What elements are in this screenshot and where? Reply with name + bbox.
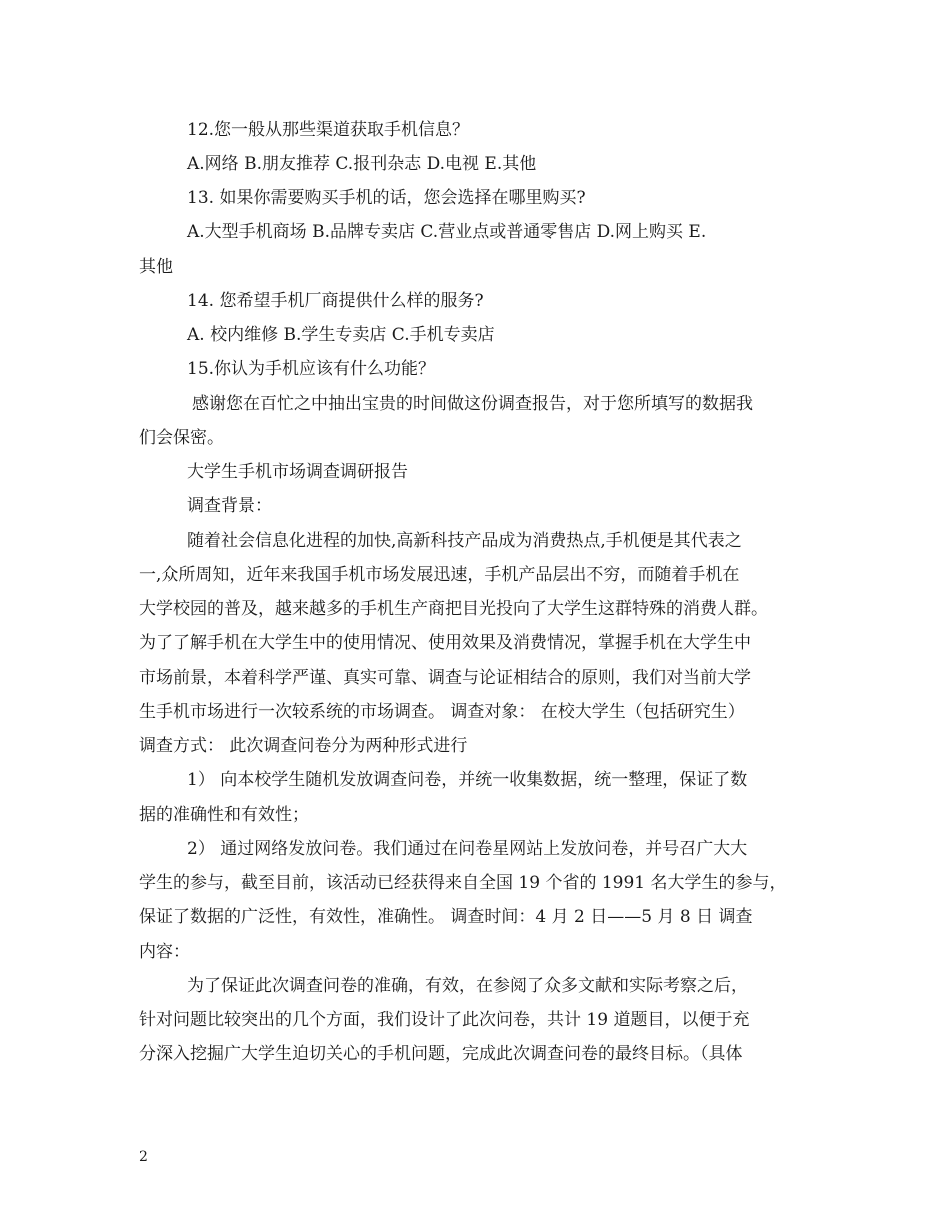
question-13-options-cont: 其他 xyxy=(139,257,173,277)
section-heading-background: 调查背景： xyxy=(187,496,272,516)
paragraph-line: 市场前景，本着科学严谨、真实可靠、调查与论证相结合的原则，我们对当前大学 xyxy=(139,668,751,688)
method-item-2-cont: 内容： xyxy=(139,942,190,962)
paragraph-line: 针对问题比较突出的几个方面，我们设计了此次问卷，共计 19 道题目，以便于充 xyxy=(139,1010,750,1030)
question-15: 15.你认为手机应该有什么功能？ xyxy=(187,359,436,379)
report-title: 大学生手机市场调查调研报告 xyxy=(187,462,408,482)
paragraph-line: 调查方式： 此次调查问卷分为两种形式进行 xyxy=(139,736,468,756)
question-13: 13. 如果你需要购买手机的话，您会选择在哪里购买? xyxy=(187,188,586,208)
paragraph-line: 生手机市场进行一次较系统的市场调查。 调查对象： 在校大学生（包括研究生） xyxy=(139,702,745,722)
paragraph-line: 为了了解手机在大学生中的使用情况、使用效果及消费情况，掌握手机在大学生中 xyxy=(139,633,751,653)
question-12-options: A.网络 B.朋友推荐 C.报刊杂志 D.电视 E.其他 xyxy=(187,154,537,174)
paragraph-line: 分深入挖掘广大学生迫切关心的手机问题，完成此次调查问卷的最终目标。（具体 xyxy=(139,1044,743,1064)
paragraph-line: 一,众所周知，近年来我国手机市场发展迅速，手机产品层出不穷，而随着手机在 xyxy=(139,565,740,585)
paragraph-line: 大学校园的普及，越来越多的手机生产商把目光投向了大学生这群特殊的消费人群。 xyxy=(139,599,768,619)
paragraph-line: 随着社会信息化进程的加快,高新科技产品成为消费热点,手机便是其代表之 xyxy=(187,531,742,551)
method-item-2-cont: 学生的参与，截至目前，该活动已经获得来自全国 19 个省的 1991 名大学生的参与， xyxy=(139,873,787,893)
paragraph-line: 为了保证此次调查问卷的准确，有效，在参阅了众多文献和实际考察之后， xyxy=(187,976,748,996)
page-number: 2 xyxy=(139,1149,148,1165)
thanks-note-cont: 们会保密。 xyxy=(139,428,224,448)
method-item-1-cont: 据的准确性和有效性； xyxy=(139,805,309,825)
thanks-note: 感谢您在百忙之中抽出宝贵的时间做这份调查报告，对于您所填写的数据我 xyxy=(192,394,753,414)
question-12: 12.您一般从那些渠道获取手机信息？ xyxy=(187,120,470,140)
method-item-2-cont: 保证了数据的广泛性，有效性，准确性。 调查时间：4 月 2 日——5 月 8 日 调查 xyxy=(139,907,753,927)
question-13-options: A.大型手机商场 B.品牌专卖店 C.营业点或普通零售店 D.网上购买 E. xyxy=(187,222,707,242)
method-item-2: 2） 通过网络发放问卷。我们通过在问卷星网站上发放问卷，并号召广大大 xyxy=(187,839,748,859)
question-14: 14. 您希望手机厂商提供什么样的服务? xyxy=(187,291,484,311)
method-item-1: 1） 向本校学生随机发放调查问卷，并统一收集数据，统一整理，保证了数 xyxy=(187,770,748,790)
question-14-options: A. 校内维修 B.学生专卖店 C.手机专卖店 xyxy=(187,325,495,345)
